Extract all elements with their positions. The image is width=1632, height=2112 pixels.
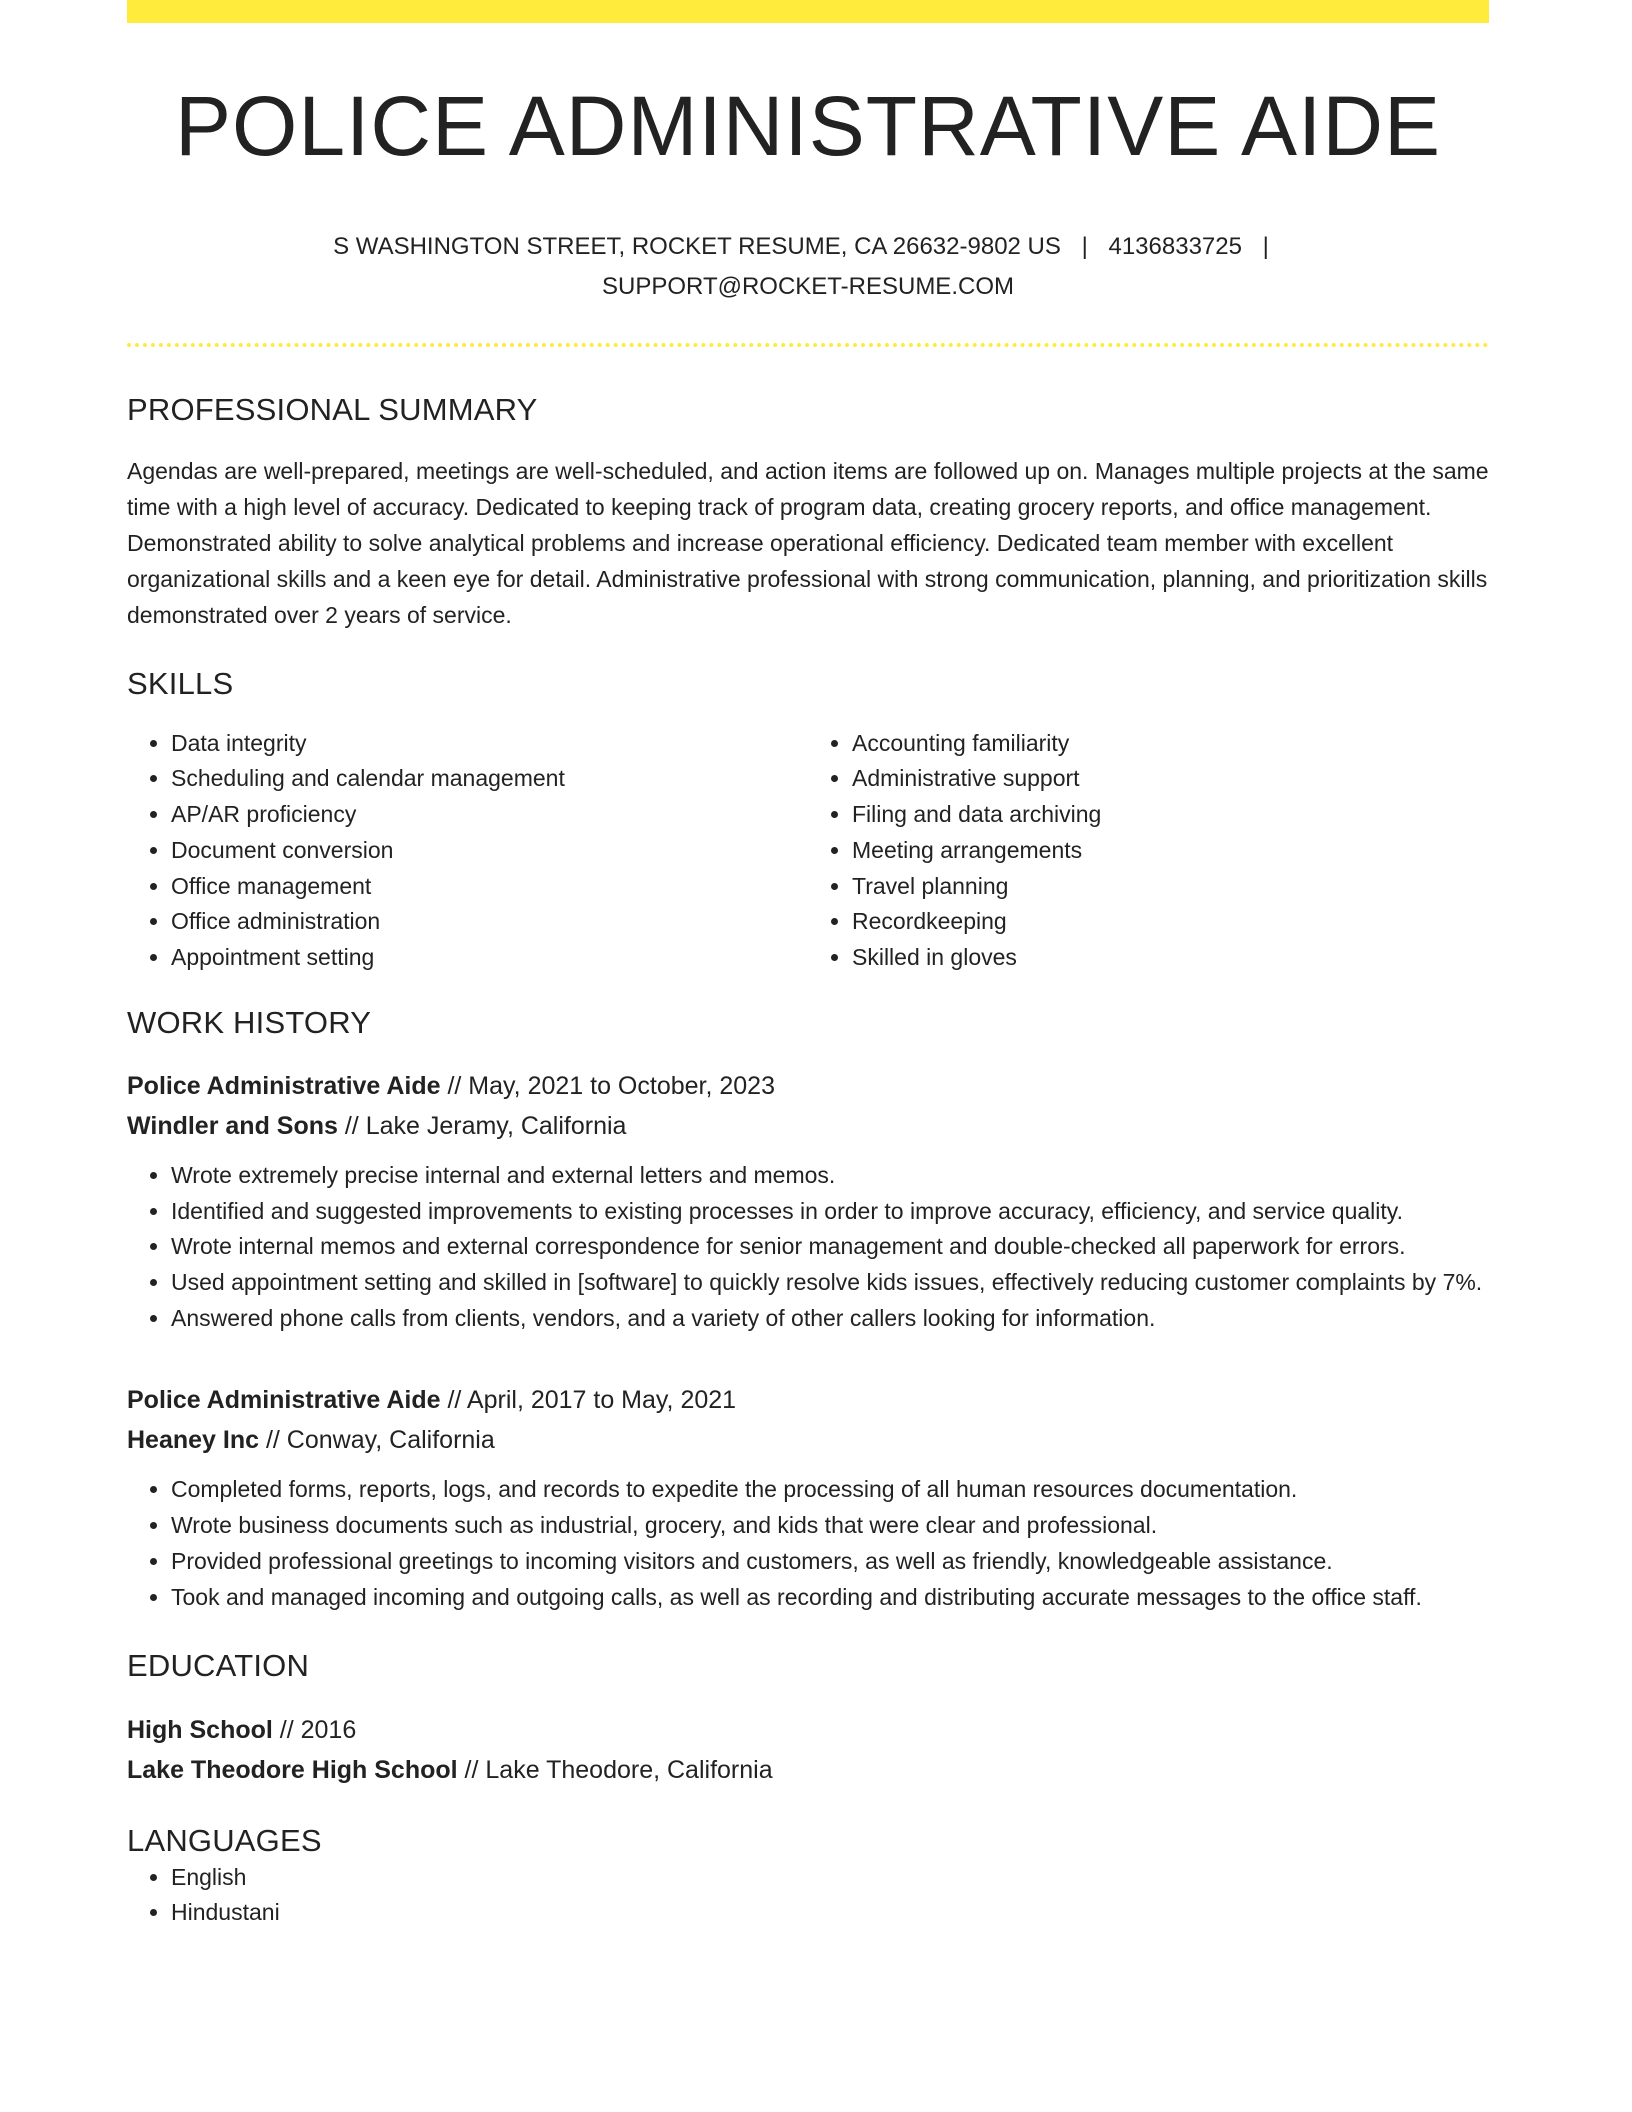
skill-item: • Meeting arrangements <box>852 833 1489 869</box>
summary-text: Agendas are well-prepared, meetings are well-scheduled, and action items are followed up on. Manages multiple projects at the same time with a high level of accuracy. Dedicated to keeping track of program data, creating grocery reports, and office management. Demonstrated ability to solve analytical problems and increase operational efficiency. Dedicated team member with excellent organizational skills and a keen eye for detail. Administrative professional with strong communication, planning, and prioritization skills demonstrated over 2 years of service. <box>127 457 1489 628</box>
job-company-line <box>127 1106 1489 1146</box>
job-entry <box>127 1066 1489 1337</box>
job-bullet: • Wrote business documents such as industrial, grocery, and kids that were clear and professional. <box>171 1508 1489 1544</box>
skill-item: • Filing and data archiving <box>852 797 1489 833</box>
job-bullet: • Took and managed incoming and outgoing calls, as well as recording and distributing accurate messages to the office staff. <box>171 1580 1489 1616</box>
skill-item: • Travel planning <box>852 869 1489 905</box>
language-item: • English <box>171 1860 1489 1896</box>
job-bullet: • Used appointment setting and skilled in [software] to quickly resolve kids issues, effectively reducing customer complaints by 7%. <box>171 1265 1489 1301</box>
job-title-line <box>127 1380 1489 1420</box>
skill-item: • Administrative support <box>852 761 1489 797</box>
job-location: // Conway, California <box>265 1426 495 1455</box>
skill-item: • Data integrity <box>171 726 808 762</box>
section-title-work-history: WORK HISTORY <box>127 1004 372 1040</box>
job-company: Windler and Sons <box>127 1111 338 1140</box>
skills-column-left <box>127 726 808 976</box>
job-dates: // May, 2021 to October, 2023 <box>447 1071 775 1100</box>
job-location: // Lake Jeramy, California <box>344 1111 627 1140</box>
skill-item: • Scheduling and calendar management <box>171 761 808 797</box>
skills-column-right <box>808 726 1489 976</box>
education-school-line <box>127 1750 1489 1790</box>
dotted-divider <box>127 343 1489 347</box>
skill-item: • AP/AR proficiency <box>171 797 808 833</box>
skill-item: • Document conversion <box>171 833 808 869</box>
job-bullet: • Answered phone calls from clients, vendors, and a variety of other callers looking for information. <box>171 1301 1489 1337</box>
contact-phone: 4136833725 <box>1108 233 1242 261</box>
education-year: // 2016 <box>279 1716 357 1745</box>
accent-top-bar <box>127 0 1489 23</box>
skill-item: • Skilled in gloves <box>852 940 1489 976</box>
job-bullets <box>127 1158 1489 1337</box>
education-degree: High School <box>127 1716 273 1745</box>
contact-info <box>127 227 1489 307</box>
job-title-line <box>127 1066 1489 1106</box>
job-bullet: • Wrote extremely precise internal and external letters and memos. <box>171 1158 1489 1194</box>
job-company-line <box>127 1420 1489 1460</box>
skill-item: • Accounting familiarity <box>852 726 1489 762</box>
job-bullet: • Wrote internal memos and external correspondence for senior management and double-checked all paperwork for errors. <box>171 1229 1489 1265</box>
section-title-languages: LANGUAGES <box>127 1823 322 1859</box>
skills-list-left <box>127 726 808 976</box>
resume-page <box>127 0 1489 1931</box>
contact-separator: | <box>1081 233 1088 261</box>
skill-item: • Recordkeeping <box>852 904 1489 940</box>
job-bullet: • Identified and suggested improvements to existing processes in order to improve accuracy, efficiency, and service quality. <box>171 1194 1489 1230</box>
job-role: Police Administrative Aide <box>127 1386 441 1415</box>
job-entry <box>127 1380 1489 1615</box>
job-bullet: • Completed forms, reports, logs, and records to expedite the processing of all human resources documentation. <box>171 1472 1489 1508</box>
skills-list-right <box>808 726 1489 976</box>
languages-list <box>127 1860 1489 1931</box>
job-dates: // April, 2017 to May, 2021 <box>447 1386 737 1415</box>
resume-name: POLICE ADMINISTRATIVE AIDE <box>174 79 1442 173</box>
job-company: Heaney Inc <box>127 1426 260 1455</box>
section-title-education: EDUCATION <box>127 1648 310 1684</box>
contact-address: S WASHINGTON STREET, ROCKET RESUME, CA 26632-9802 US <box>333 233 1061 261</box>
skill-item: • Office administration <box>171 904 808 940</box>
skill-item: • Appointment setting <box>171 940 808 976</box>
skill-item: • Office management <box>171 869 808 905</box>
education-school: Lake Theodore High School <box>127 1756 458 1785</box>
education-location: // Lake Theodore, California <box>464 1756 773 1785</box>
language-item: • Hindustani <box>171 1895 1489 1931</box>
job-bullet: • Provided professional greetings to incoming visitors and customers, as well as friendly, knowledgeable assistance. <box>171 1544 1489 1580</box>
job-bullets <box>127 1472 1489 1615</box>
education-entry <box>127 1710 1489 1790</box>
education-degree-line <box>127 1710 1489 1750</box>
skills-grid <box>127 726 1489 976</box>
job-role: Police Administrative Aide <box>127 1071 441 1100</box>
contact-email: SUPPORT@ROCKET-RESUME.COM <box>602 273 1014 301</box>
contact-separator: | <box>1262 233 1269 261</box>
section-title-summary: PROFESSIONAL SUMMARY <box>127 392 538 428</box>
section-title-skills: SKILLS <box>127 665 234 701</box>
